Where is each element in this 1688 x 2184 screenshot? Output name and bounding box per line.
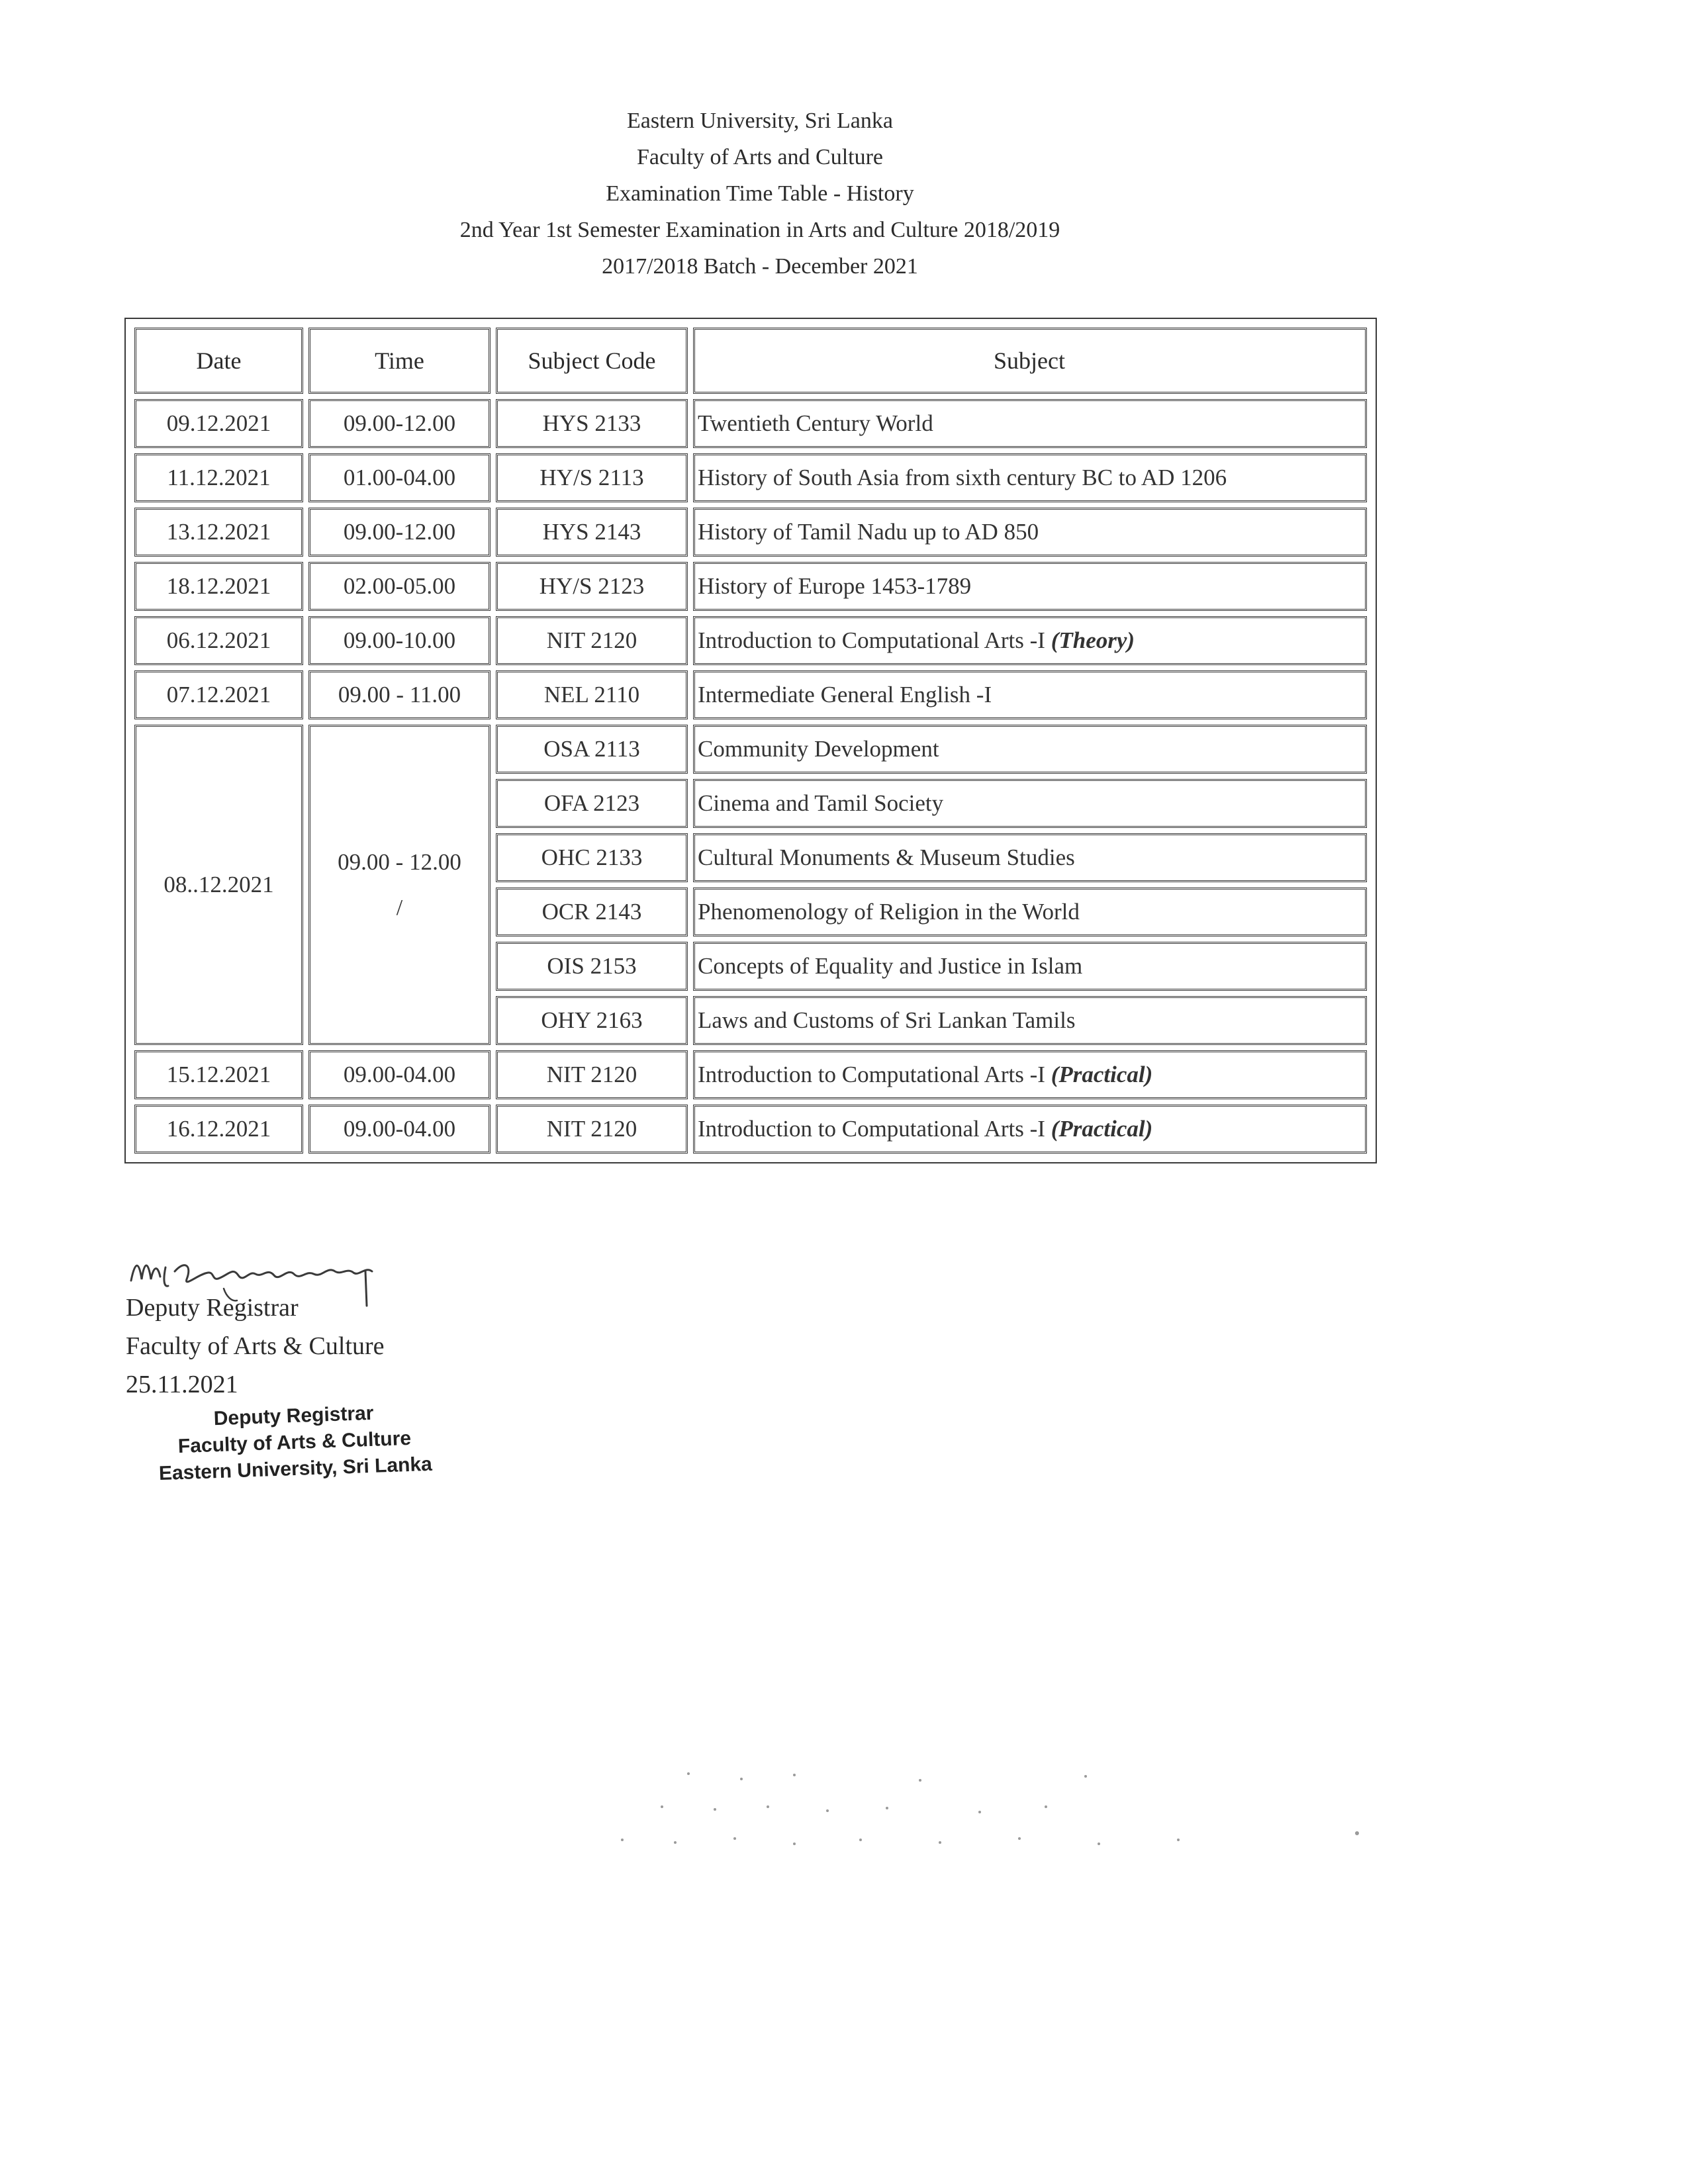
exam-time: 09.00-12.00	[308, 508, 491, 557]
examination-name: 2nd Year 1st Semester Examination in Arts and Culture 2018/2019	[459, 218, 1060, 242]
faculty-name: Faculty of Arts and Culture	[636, 145, 884, 169]
table-row	[134, 453, 1367, 502]
exam-mode-note: (Practical)	[1051, 1116, 1153, 1142]
exam-time: 01.00-04.00	[308, 453, 491, 502]
handwritten-mark: /	[396, 895, 403, 920]
exam-date: 07.12.2021	[134, 670, 303, 719]
subject-code: OSA 2113	[496, 725, 688, 774]
subject-code: OFA 2123	[496, 779, 688, 828]
subject-code: NEL 2110	[496, 670, 688, 719]
subject-name: Introduction to Computational Arts -I (Practical)	[693, 1050, 1367, 1099]
timetable-title: Examination Time Table - History	[606, 181, 914, 206]
table-header-row	[134, 328, 1367, 394]
subject-code: HYS 2143	[496, 508, 688, 557]
exam-date: 09.12.2021	[134, 399, 303, 448]
table-row	[134, 725, 1367, 774]
subject-name: Community Development	[693, 725, 1367, 774]
table-row	[134, 1050, 1367, 1099]
signature-scribble-icon	[126, 1248, 404, 1307]
exam-date: 11.12.2021	[134, 453, 303, 502]
timetable	[129, 322, 1372, 1159]
table-row	[134, 562, 1367, 611]
exam-mode-note: (Theory)	[1051, 627, 1135, 653]
exam-date: 13.12.2021	[134, 508, 303, 557]
table-row	[134, 1105, 1367, 1154]
subject-name: Introduction to Computational Arts -I (Practical)	[693, 1105, 1367, 1154]
table-row	[134, 616, 1367, 665]
document-heading	[0, 103, 1520, 285]
group-exam-time: 09.00 - 12.00 /	[308, 725, 491, 1045]
stamp-line-faculty: Faculty of Arts & Culture	[177, 1427, 412, 1458]
exam-time: 02.00-05.00	[308, 562, 491, 611]
subject-name: Introduction to Computational Arts -I (Theory)	[693, 616, 1367, 665]
handwritten-signature	[126, 1248, 496, 1300]
subject-name: Phenomenology of Religion in the World	[693, 887, 1367, 936]
signature-date: 25.11.2021	[126, 1371, 238, 1398]
subject-name: Laws and Customs of Sri Lankan Tamils	[693, 996, 1367, 1045]
subject-name: Cultural Monuments & Museum Studies	[693, 833, 1367, 882]
subject-name: Concepts of Equality and Justice in Islam	[693, 942, 1367, 991]
subject-code: HY/S 2113	[496, 453, 688, 502]
subject-name: History of South Asia from sixth century BC to AD 1206	[693, 453, 1367, 502]
subject-name: History of Tamil Nadu up to AD 850	[693, 508, 1367, 557]
exam-date: 18.12.2021	[134, 562, 303, 611]
group-exam-date: 08..12.2021	[134, 725, 303, 1045]
signatory-title: Deputy Registrar	[126, 1294, 299, 1322]
batch-info: 2017/2018 Batch - December 2021	[602, 254, 918, 279]
subject-code: OHC 2133	[496, 833, 688, 882]
timetable-frame	[124, 318, 1377, 1163]
exam-date: 16.12.2021	[134, 1105, 303, 1154]
signature-block	[126, 1248, 496, 1404]
official-stamp	[138, 1398, 451, 1488]
exam-time: 09.00-04.00	[308, 1050, 491, 1099]
subject-code: NIT 2120	[496, 1105, 688, 1154]
subject-code: OHY 2163	[496, 996, 688, 1045]
scan-noise-dots	[516, 1760, 1377, 1866]
table-row	[134, 399, 1367, 448]
signatory-faculty: Faculty of Arts & Culture	[126, 1332, 385, 1360]
subject-code: NIT 2120	[496, 1050, 688, 1099]
exam-time: 09.00-10.00	[308, 616, 491, 665]
stamp-line-university: Eastern University, Sri Lanka	[158, 1453, 433, 1485]
university-name: Eastern University, Sri Lanka	[627, 109, 893, 133]
exam-date: 06.12.2021	[134, 616, 303, 665]
table-row	[134, 670, 1367, 719]
subject-name: Twentieth Century World	[693, 399, 1367, 448]
stamp-line-title: Deputy Registrar	[213, 1402, 374, 1430]
column-header-time: Time	[308, 328, 491, 394]
subject-code: HYS 2133	[496, 399, 688, 448]
subject-code: HY/S 2123	[496, 562, 688, 611]
exam-mode-note: (Practical)	[1051, 1062, 1153, 1087]
column-header-subject-code: Subject Code	[496, 328, 688, 394]
column-header-subject: Subject	[693, 328, 1367, 394]
subject-code: NIT 2120	[496, 616, 688, 665]
column-header-date: Date	[134, 328, 303, 394]
exam-time: 09.00-12.00	[308, 399, 491, 448]
subject-name: Intermediate General English -I	[693, 670, 1367, 719]
subject-code: OCR 2143	[496, 887, 688, 936]
exam-time: 09.00 - 11.00	[308, 670, 491, 719]
table-row	[134, 508, 1367, 557]
exam-date: 15.12.2021	[134, 1050, 303, 1099]
exam-time: 09.00-04.00	[308, 1105, 491, 1154]
subject-name: Cinema and Tamil Society	[693, 779, 1367, 828]
subject-code: OIS 2153	[496, 942, 688, 991]
subject-name: History of Europe 1453-1789	[693, 562, 1367, 611]
